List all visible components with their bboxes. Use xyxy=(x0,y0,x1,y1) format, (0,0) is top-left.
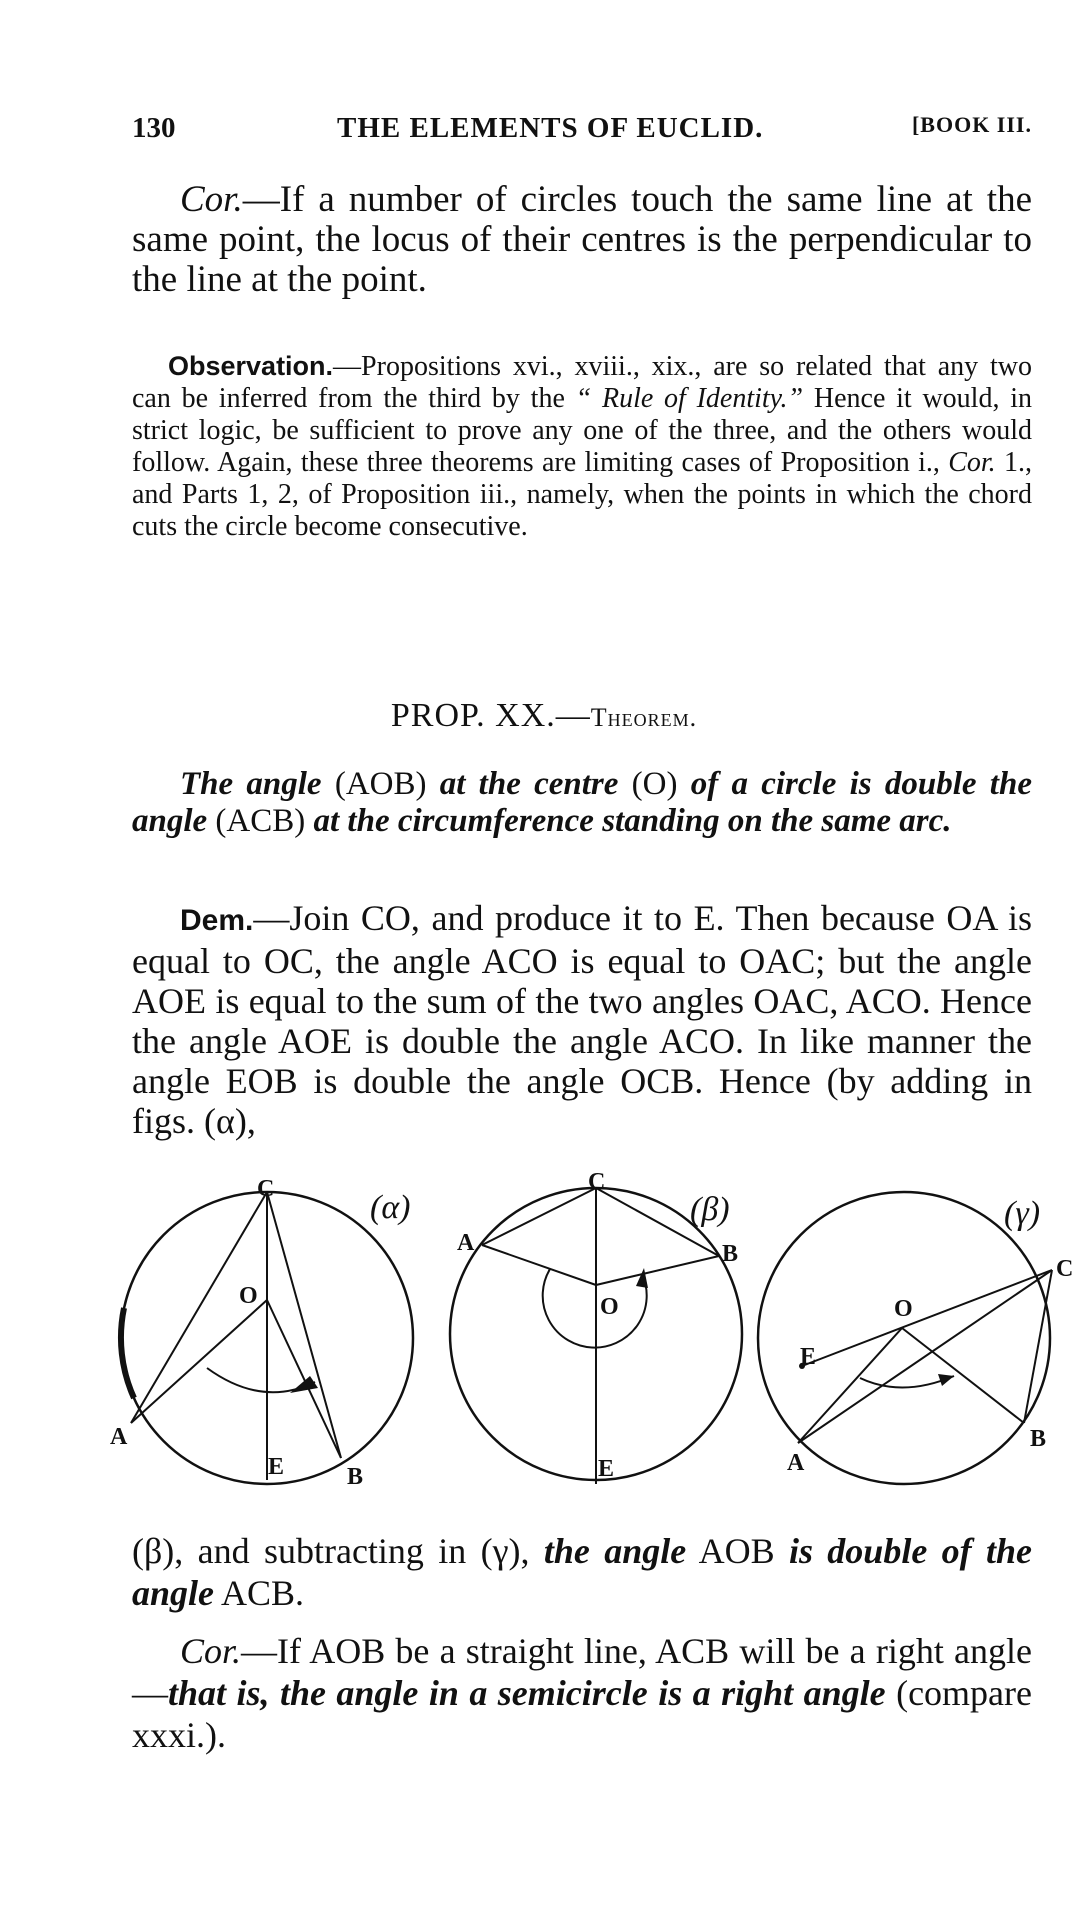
beta-line-ob xyxy=(596,1256,719,1285)
beta-label-a: A xyxy=(457,1230,475,1256)
beta-line-ac xyxy=(482,1188,596,1245)
figure-alpha xyxy=(110,1176,413,1490)
demonstration-text: —Join CO, and produce it to E. Then because OA is equal to OC, the angle ACO is equal to OAC; but the angle AOE is equal to the sum of the two angles OAC, ACO. Hence the angle AOE is double the angle ACO. In like manner the angle EOB is double the angle OCB. Hence (by adding in figs. (α), xyxy=(132,898,1032,1141)
corollary-2-italic: that is, the angle in a semicircle is a right angle xyxy=(168,1673,886,1713)
proposition-heading xyxy=(0,697,1088,735)
beta-label-c: C xyxy=(588,1169,606,1195)
enunciation xyxy=(132,766,1032,840)
demonstration xyxy=(132,898,1032,1141)
observation-rule: “ Rule of Identity.” xyxy=(575,383,804,414)
enunciation-o: (O) xyxy=(631,766,678,802)
running-title: THE ELEMENTS OF EUCLID. xyxy=(337,112,764,144)
corollary-2-paragraph xyxy=(132,1630,1032,1756)
enunciation-aob: (AOB) xyxy=(334,766,427,802)
observation-cor: Cor. xyxy=(948,447,996,478)
figures-alpha-beta-gamma xyxy=(112,1168,1072,1498)
alpha-tag: (α) xyxy=(370,1189,411,1226)
page-number: 130 xyxy=(132,112,176,144)
conclusion-part: ACB. xyxy=(214,1573,305,1613)
alpha-label-e: E xyxy=(268,1454,285,1480)
figure-gamma xyxy=(758,1192,1073,1484)
corollary-2-text: (compare xxxi.). xyxy=(132,1673,1032,1755)
enunciation-part: The angle xyxy=(180,766,335,802)
corollary-2-label: Cor. xyxy=(180,1631,242,1671)
gamma-label-o: O xyxy=(894,1296,913,1322)
alpha-label-b: B xyxy=(347,1464,364,1490)
gamma-line-ce xyxy=(802,1270,1052,1366)
alpha-label-a: A xyxy=(110,1424,128,1450)
conclusion-part: AOB xyxy=(686,1531,789,1571)
observation-text-2: Hence it would, in strict logic, be sufficient to prove any one of the three, and the others would follow. Again, these three theorems are limiting cases of Proposition i., xyxy=(132,383,1032,478)
beta-line-ao xyxy=(482,1245,596,1285)
running-header xyxy=(132,112,1032,152)
alpha-label-o: O xyxy=(239,1283,258,1309)
alpha-label-c: C xyxy=(257,1176,275,1202)
proposition-title: PROP. XX.— xyxy=(390,697,591,734)
beta-arrow xyxy=(636,1268,648,1288)
conclusion-italic: the angle xyxy=(543,1531,687,1571)
corollary-label: Cor. xyxy=(180,179,243,220)
conclusion-part: (β), and subtracting in (γ), xyxy=(132,1531,544,1571)
corollary-paragraph xyxy=(132,180,1032,300)
demonstration-label: Dem. xyxy=(180,904,254,937)
enunciation-part: at the circumference standing on the same arc. xyxy=(305,803,952,839)
gamma-line-ob xyxy=(902,1328,1024,1423)
gamma-arrow xyxy=(938,1374,954,1386)
alpha-arc-thick xyxy=(121,1308,134,1398)
book-label: [BOOK III. xyxy=(911,112,1032,137)
proposition-kind: Theorem. xyxy=(590,703,698,732)
figure-beta xyxy=(450,1169,742,1484)
gamma-tag: (γ) xyxy=(1004,1195,1041,1232)
alpha-line-oa xyxy=(131,1300,267,1423)
enunciation-acb: (ACB) xyxy=(215,803,306,839)
beta-reflex-arc xyxy=(543,1269,647,1348)
beta-tag: (β) xyxy=(690,1191,730,1228)
observation-text-3: 1., and Parts 1, 2, of Proposition iii., namely, when the points in which the chord cuts the circle become consecutive. xyxy=(132,447,1032,542)
gamma-line-ca xyxy=(798,1270,1052,1443)
observation-text-1: —Propositions xvi., xviii., xix., are so related that any two can be inferred from the third by the xyxy=(132,351,1032,414)
gamma-label-c: C xyxy=(1056,1256,1074,1282)
gamma-label-a: A xyxy=(787,1450,805,1476)
conclusion-italic: is double of the angle xyxy=(132,1531,1032,1613)
enunciation-part: at the centre xyxy=(426,766,632,802)
beta-label-b: B xyxy=(722,1241,739,1267)
gamma-label-e: E xyxy=(800,1344,817,1370)
corollary-text: —If a number of circles touch the same line at the same point, the locus of their centres is the perpendicular to the line at the point. xyxy=(132,179,1032,300)
beta-label-e: E xyxy=(598,1456,615,1482)
observation-paragraph xyxy=(132,350,1032,543)
enunciation-part: of a circle is double the angle xyxy=(132,766,1032,839)
beta-label-o: O xyxy=(600,1294,619,1320)
gamma-line-cb xyxy=(1024,1270,1052,1423)
conclusion-paragraph xyxy=(132,1530,1032,1614)
gamma-label-b: B xyxy=(1030,1426,1047,1452)
observation-label: Observation. xyxy=(168,351,334,381)
corollary-2-text: —If AOB be a straight line, ACB will be a right angle— xyxy=(132,1631,1032,1713)
